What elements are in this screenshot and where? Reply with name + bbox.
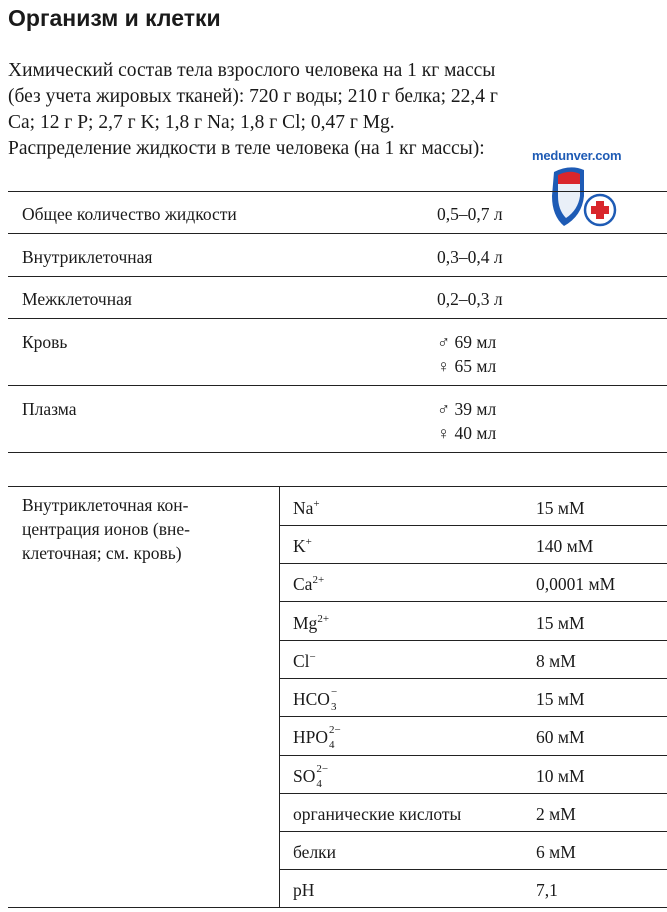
ion-name: HCO − 3 [293,685,338,713]
page-title: Организм и клетки [8,5,221,31]
ion-name: белки [293,842,337,862]
fluid-label: Межклеточная [22,289,132,309]
fluid-label: Кровь [22,332,68,352]
intro-paragraph [8,58,667,162]
ion-value: 15 мМ [536,689,585,709]
ion-name: pH [293,880,315,900]
ion-name: HPO 2− 4 [293,723,341,751]
fluid-label: Общее количество жидкости [22,204,237,224]
ion-value: 7,1 [536,880,558,900]
fluid-value-female: ♀ 40 мл [437,423,497,443]
ion-value: 60 мМ [536,727,585,747]
row-divider [279,716,667,717]
row-divider [8,385,667,386]
fluid-value-male: ♂ 39 мл [437,399,497,419]
fluid-value: 0,5–0,7 л [437,204,503,224]
row-divider [279,640,667,641]
table-border [8,907,667,908]
ion-description-line: центрация ионов (вне- [22,519,190,539]
ion-value: 0,0001 мМ [536,574,616,594]
ion-name: Na+ [293,498,320,518]
row-divider [279,601,667,602]
fluid-label: Плазма [22,399,77,419]
table-border [8,452,667,453]
row-divider [8,233,667,234]
fluid-value-female: ♀ 65 мл [437,356,497,376]
logo-text: medunver.com [532,148,622,163]
shield-cross-icon [528,148,628,230]
row-divider [279,831,667,832]
ion-name: $Ca^{2+}$ [293,574,325,594]
fluid-value-male: ♂ 69 мл [437,332,497,352]
medunver-logo[interactable] [528,148,648,230]
row-divider [279,793,667,794]
ion-name: $Mg^{2+}$ [293,613,330,633]
row-divider [279,755,667,756]
row-divider [279,563,667,564]
ion-description [22,493,272,565]
ion-value: 6 мМ [536,842,576,862]
ion-description-line: клеточная; см. кровь) [22,543,182,563]
row-divider [8,276,667,277]
intro-line: Ca; 12 г P; 2,7 г K; 1,8 г Na; 1,8 г Cl; 0,47 г Mg. [8,112,395,133]
ion-value: 15 мМ [536,613,585,633]
column-divider [279,486,280,907]
table-border [8,191,667,192]
ion-description-line: Внутриклеточная кон- [22,495,189,515]
ion-value: 15 мМ [536,498,585,518]
ion-value: 8 мМ [536,651,576,671]
row-divider [279,869,667,870]
row-divider [8,318,667,319]
ion-name: K+ [293,536,312,556]
row-divider [279,678,667,679]
ion-value: 140 мМ [536,536,594,556]
ion-name: Cl− [293,651,316,671]
intro-line: Распределение жидкости в теле человека (на 1 кг массы): [8,138,485,159]
ion-value: 2 мМ [536,804,576,824]
fluid-label: Внутриклеточная [22,247,153,267]
row-divider [279,525,667,526]
intro-line: Химический состав тела взрослого человека на 1 кг массы [8,60,496,81]
fluid-value: 0,3–0,4 л [437,247,503,267]
table-border [8,486,667,487]
intro-line: (без учета жировых тканей): 720 г воды; 210 г белка; 22,4 г [8,86,498,107]
ion-value: 10 мМ [536,766,585,786]
fluid-value: 0,2–0,3 л [437,289,503,309]
ion-name: SO 2− 4 [293,762,329,790]
ion-name: органические кислоты [293,804,462,824]
